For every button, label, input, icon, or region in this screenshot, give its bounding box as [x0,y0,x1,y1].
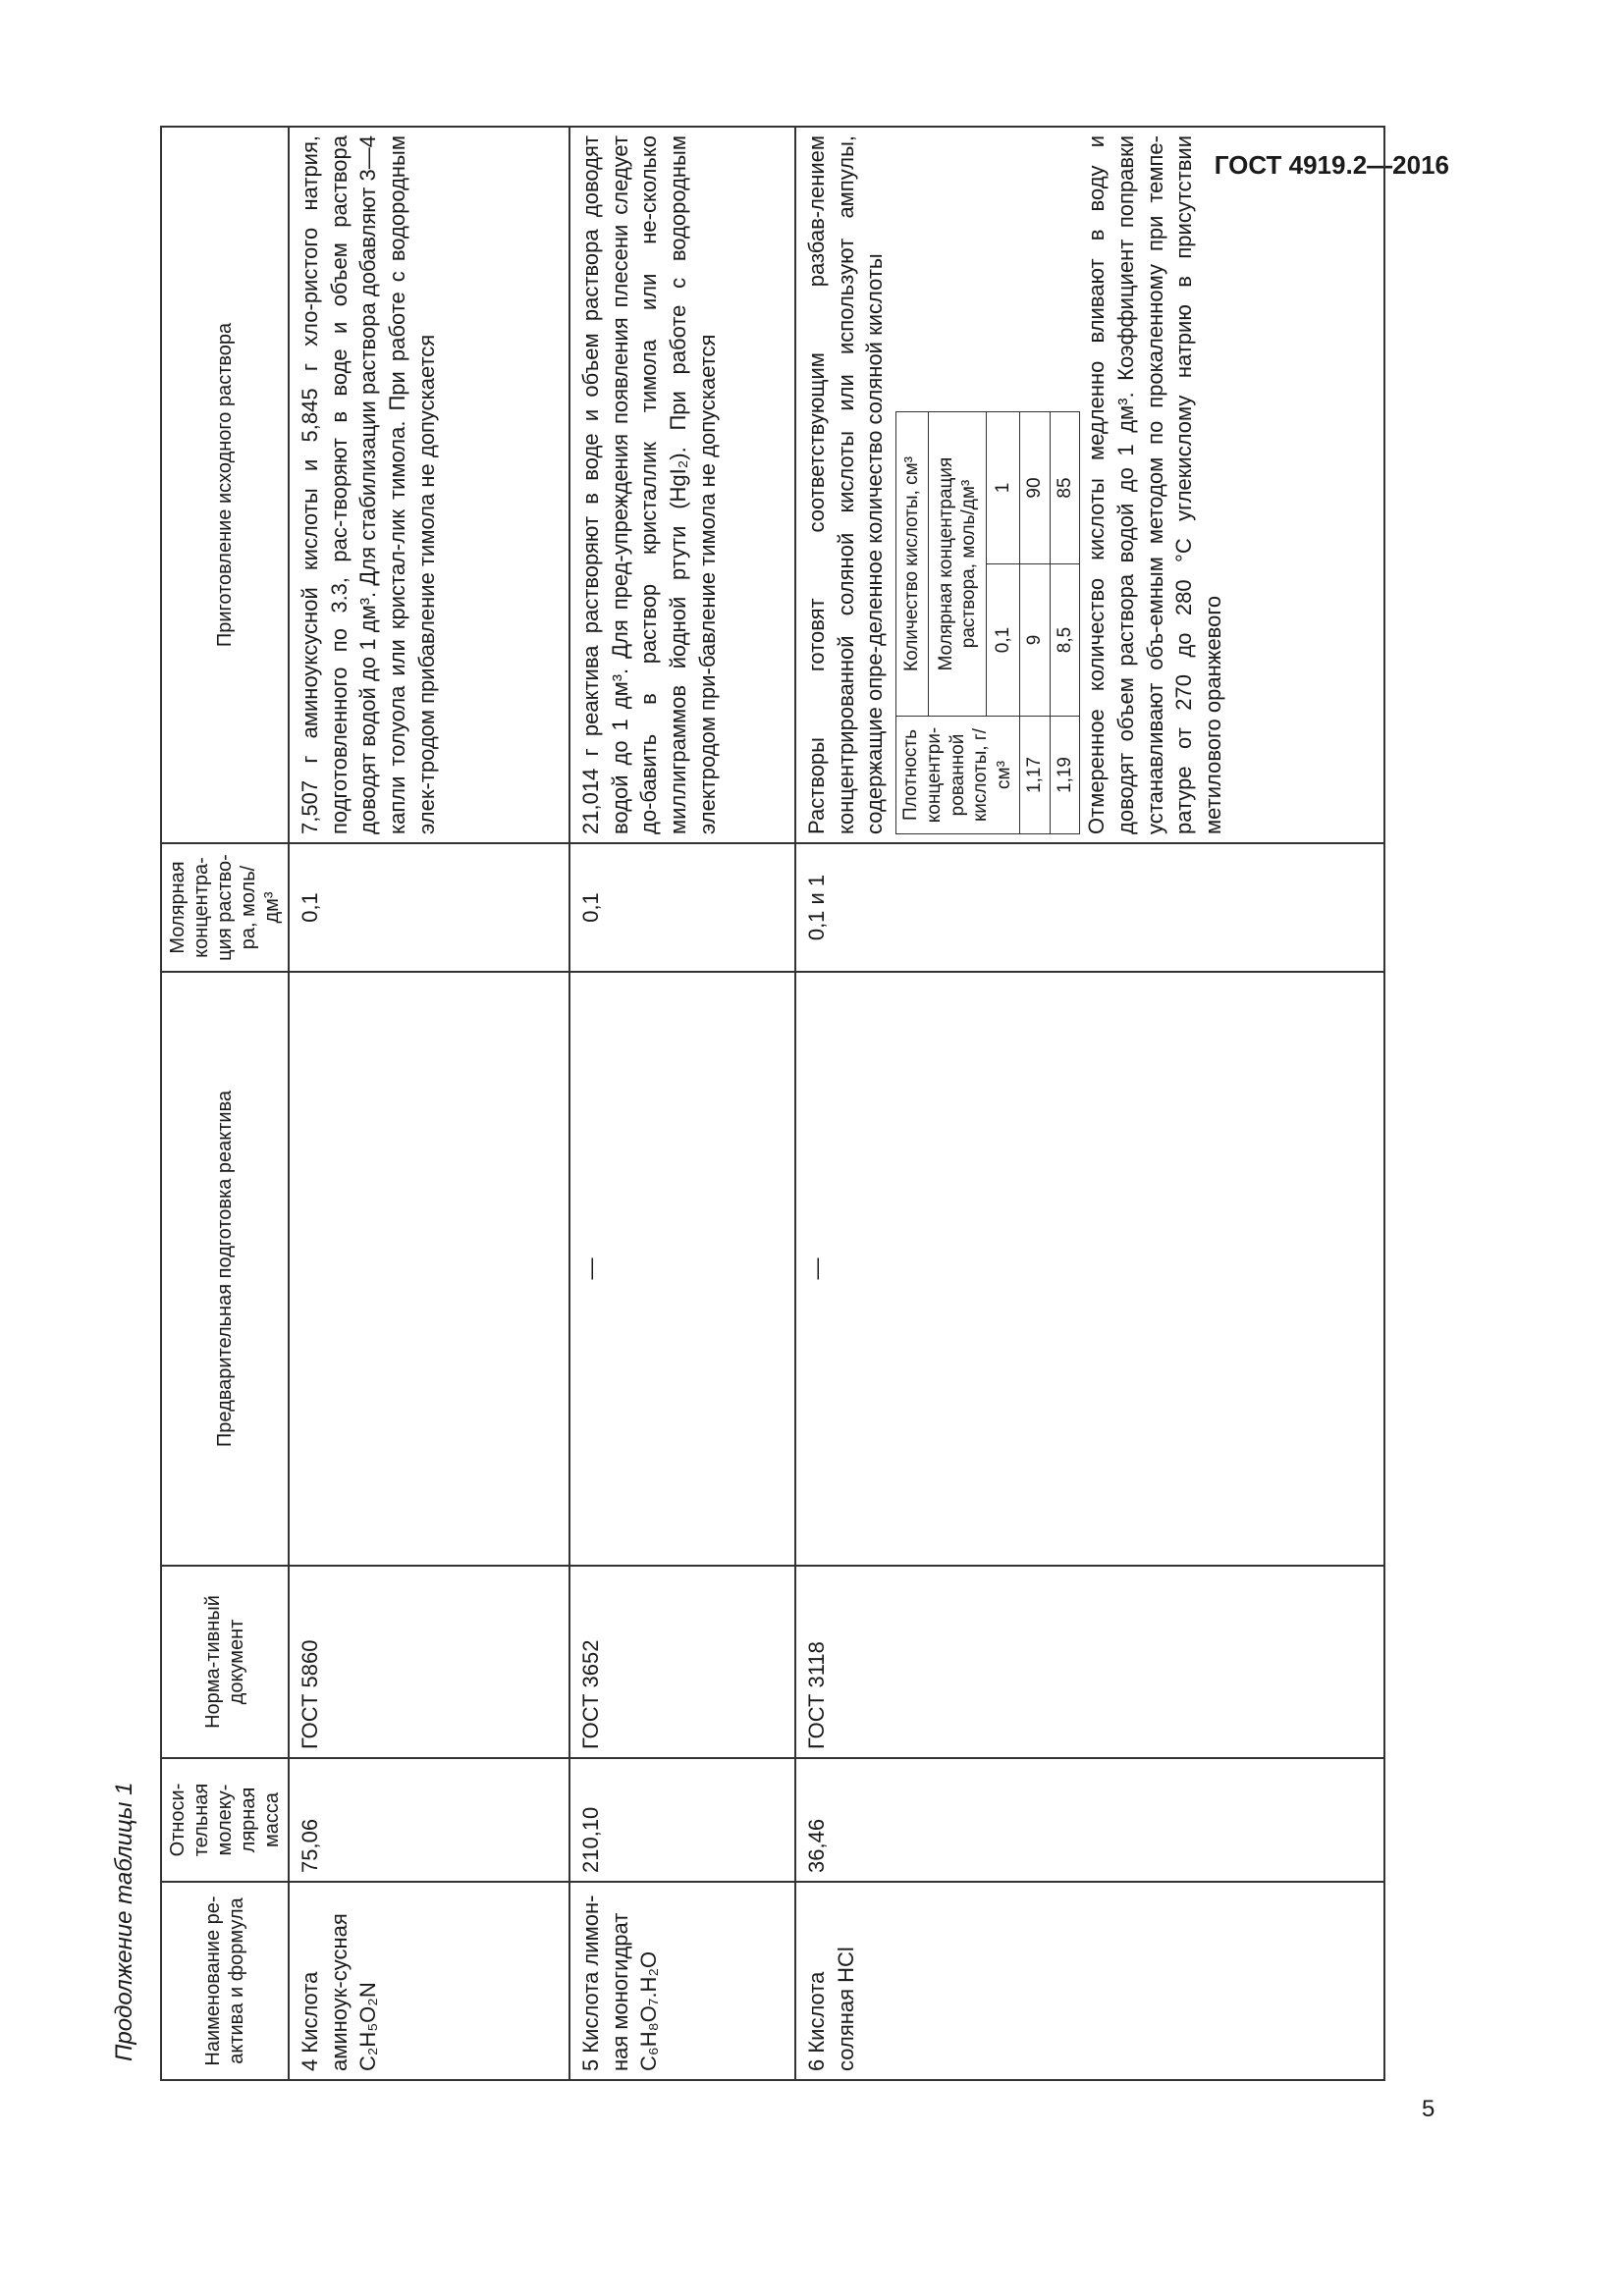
cell-conc: 0,1 [569,843,795,972]
cell-name: 5 Кислота лимон-ная моногидрат C₆H₈O₇.H₂O [569,1882,795,2080]
table-row [289,127,569,2080]
header-pre: Предварительная подготовка реактива [161,972,289,1566]
page-number: 5 [1422,2096,1435,2122]
table-header-row [161,127,289,2080]
header-mass: Относи-тельная молеку-лярная масса [161,1758,289,1882]
table-row [569,127,795,2080]
acid-quantity-table [895,411,1080,834]
cell-pre: — [795,972,1384,1566]
prep-outro: Отмеренное количество кислоты медленно вливают в воду и доводят объем раствора водой до 1 дм³. Коэффициент поправки устанавливают объ-емным методом по прокаленному при темпе-ратуре от 270 до 280 °С углекислому натрию в присутствии метилового оранжевого [1084,135,1226,834]
header-name: Наименование ре-активa и формула [161,1882,289,2080]
inner-cell: 9 [1019,564,1050,717]
inner-header-sub2: 1 [987,412,1019,564]
inner-header-sub1: 0,1 [987,564,1019,717]
inner-cell: 1,19 [1050,717,1080,834]
cell-conc: 0,1 [289,843,569,972]
cell-name: 6 Кислота соляная HCl [795,1882,1384,2080]
cell-doc: ГОСТ 3118 [795,1566,1384,1758]
header-doc: Норма-тивный документ [161,1566,289,1758]
prep-intro: Растворы готовят соответствующим разбав-лением концентрированной соляной кислоты или используют ампулы, содержащие опре-деленное количество соляной кислоты [804,135,888,834]
rotated-table-area [105,118,1347,2081]
cell-prep: 7,507 г аминоуксусной кислоты и 5,845 г хло-ристого натрия, подготовленного по 3.3, рас-творяют в воде и объем раствора доводят водой до 1 дм³. Для стабилизации раствора добавляют 3—4 капли толуола или кристал-лик тимола. При работе с водородным элек-тродом прибавление тимола не допускается [289,127,569,843]
inner-cell: 90 [1019,412,1050,564]
cell-conc: 0,1 и 1 [795,843,1384,972]
header-conc: Молярная концентра-ция раство-ра, моль/дм³ [161,843,289,972]
cell-mass: 210,10 [569,1758,795,1882]
document-code: ГОСТ 4919.2—2016 [1214,150,1449,180]
cell-doc: ГОСТ 5860 [289,1566,569,1758]
inner-cell: 1,17 [1019,717,1050,834]
table-row [795,127,1384,2080]
inner-cell: 8,5 [1050,564,1080,717]
inner-header-concentration: Молярная концентрация раствора, моль/дм³ [929,412,987,717]
cell-prep: 21,014 г реактива растворяют в воде и объем раствора доводят водой до 1 дм³. Для пред-упреждения появления плесени следует до-бавить в раствор кристаллик тимола или не-сколько миллиграммов йодной ртути (HgI₂). При работе с водородным электродом при-бавление тимола не допускается [569,127,795,843]
inner-header-density: Плотность концентри-рованной кислоты, г/см³ [896,717,1020,834]
inner-row [1050,412,1080,834]
cell-name: 4 Кислота аминоук-сусная C₂H₅O₂N [289,1882,569,2080]
reagent-table [160,126,1385,2081]
cell-prep [795,127,1384,843]
header-prep: Приготовление исходного раствора [161,127,289,843]
cell-doc: ГОСТ 3652 [569,1566,795,1758]
cell-pre [289,972,569,1566]
cell-pre: — [569,972,795,1566]
cell-mass: 36,46 [795,1758,1384,1882]
inner-cell: 85 [1050,412,1080,564]
inner-row [1019,412,1050,834]
cell-mass: 75,06 [289,1758,569,1882]
table-caption: Продолжение таблицы 1 [111,1782,137,2061]
inner-header-quantity: Количество кислоты, см³ [896,412,929,717]
